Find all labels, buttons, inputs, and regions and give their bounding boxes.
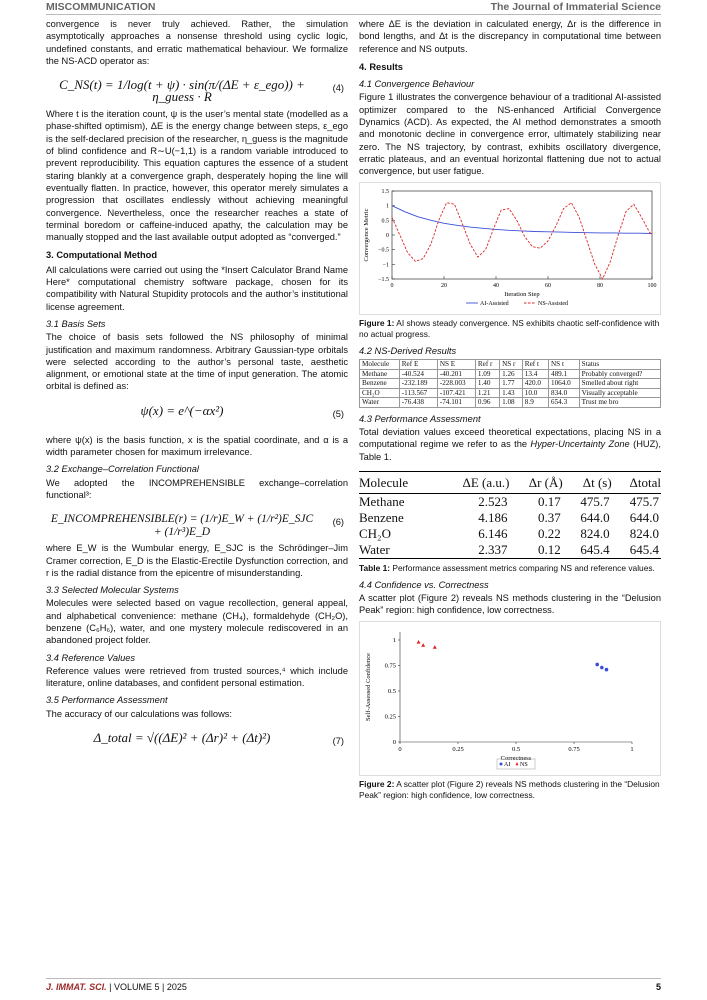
equation-4	[46, 71, 348, 105]
paragraph: Where t is the iteration count, ψ is the user’s mental state (modelled as a phase-shifted optimism), ΔE is the energy change between steps, ε_ego is the self-declared precision of the researcher, η_guess is the magnitude of blind confidence and R∼U(−1,1) is a random variable introduced to prevent reproducibility. This equation captures the essence of a student staring blankly at a convergence graph, desperately hoping the line will eventually flatten. In practice, however, this operator merely simulates a progression that oscillates endlessly without achieving meaningful convergence. Nevertheless, once the researcher reaches a state of terminal boredom or caffeine-induced apathy, the calculation may be manually stopped and the last available output adopted as “converged.”	[46, 109, 348, 243]
legend-ns-swatch	[516, 762, 519, 765]
x-tick-label: 0	[398, 745, 402, 753]
paragraph: Figure 1 illustrates the convergence behaviour of a traditional AI-assisted optimizer compared to the NS-enhanced Artificial Convergence Dynamics (ACD). As expected, the AI method demonstrates a smooth and monotonic decline in convergence error, ultimately stabilizing near zero. The NS trajectory, by contrast, exhibits oscillatory divergence, erratic plateaus, and an eventual horizontal flattening due not to actual convergence, but user fatigue.	[359, 92, 661, 177]
caption-label: Table 1:	[359, 562, 391, 573]
subsection-heading: 4.2 NS-Derived Results	[359, 345, 457, 356]
table-header-cell: NS r	[500, 360, 523, 370]
x-tick-label: 0.5	[511, 745, 521, 753]
table-cell: 834.0	[548, 388, 579, 398]
table-cell: 1.26	[500, 369, 523, 379]
header-right: The Journal of Immaterial Science	[490, 1, 661, 13]
table-cell: Visually acceptable	[579, 388, 660, 398]
table-header-cell: Status	[579, 360, 660, 370]
legend-ns-label: NS	[520, 761, 528, 768]
table-cell: Water	[359, 542, 436, 559]
ns-point	[433, 645, 437, 649]
table-cell: 1.77	[500, 379, 523, 389]
text: Total deviation values exceed theoretical expectations, placing NS in a computational regime we refer to as the	[359, 426, 661, 450]
table-cell: -74.101	[437, 398, 475, 408]
table-row	[360, 369, 661, 379]
ns-assisted-line	[392, 202, 652, 278]
left-column	[46, 18, 348, 761]
table-header-cell: Ref r	[475, 360, 499, 370]
y-tick-label: 0.5	[387, 687, 396, 695]
table-cell: Methane	[359, 493, 405, 509]
table-header-cell: ΔE (a.u.)	[436, 471, 510, 493]
table-header-cell: Δtotal	[612, 471, 661, 493]
table-cell: 644.0	[629, 509, 659, 525]
y-tick-label: 0.25	[384, 713, 396, 721]
table-cell: 8.9	[522, 398, 548, 408]
ns-point	[417, 640, 421, 644]
table-cell: Benzene	[360, 379, 400, 389]
confidence-scatter-chart	[360, 622, 660, 772]
subsection-heading: 4.1 Convergence Behaviour	[359, 79, 475, 90]
performance-table	[359, 471, 661, 559]
caption-text: AI shows steady convergence. NS exhibits chaotic self-confidence with no actual progress.	[359, 317, 660, 339]
subsection-heading: 3.5 Performance Assessment	[46, 695, 168, 706]
x-axis-label: Iteration Step	[504, 290, 540, 298]
y-tick-label: −1	[382, 261, 389, 268]
equation-text: E_INCOMPREHENSIBLE(r) = (1/r)E_W + (1/r²)E_SJC + (1/r³)E_D	[50, 513, 314, 538]
table-cell: Smelled about right	[579, 379, 660, 389]
legend-ai-label: AI	[504, 761, 511, 768]
table-cell: 6.146	[478, 525, 508, 541]
x-tick-label: 0	[390, 282, 394, 289]
table-row	[360, 388, 661, 398]
subsection-heading: 3.1 Basis Sets	[46, 318, 106, 329]
equation-5	[46, 397, 348, 431]
x-tick-label: 100	[647, 282, 657, 289]
ai-assisted-line	[392, 205, 652, 233]
page-footer	[46, 978, 661, 995]
table-cell: 475.7	[580, 493, 610, 509]
table-cell: 644.0	[580, 509, 610, 525]
ai-point	[605, 668, 609, 672]
paragraph: The accuracy of our calculations was follows:	[46, 708, 233, 719]
ns-point	[421, 643, 425, 647]
table-row	[360, 379, 661, 389]
table-header-row	[359, 471, 661, 493]
x-tick-label: 1	[630, 745, 634, 753]
table-cell: 2.337	[436, 542, 510, 559]
table-cell: Methane	[360, 369, 400, 379]
paragraph: where E_W is the Wumbular energy, E_SJC is the Schrödinger–Jim Cramer correction, E_D is the Elastic-Erectile Dysfunction correction, and r is the radial distance from the epicentre of misunderstanding.	[46, 543, 348, 578]
table-cell: 0.37	[537, 509, 561, 525]
table-cell: 0.96	[475, 398, 499, 408]
paragraph: where ΔE is the deviation in calculated energy, Δr is the difference in bond lengths, and Δt is the discrepancy in computational time between reference and NS outputs.	[359, 19, 661, 54]
y-tick-label: 1.5	[381, 188, 389, 195]
paragraph	[359, 426, 661, 463]
x-axis-label: Correctness	[500, 754, 532, 762]
equation-text: ψ(x) = e^(−αx²)	[140, 402, 224, 418]
table-cell: 1.40	[475, 379, 499, 389]
table-cell: 0.22	[537, 525, 561, 541]
table-cell: 1.21	[475, 388, 499, 398]
table-cell: 475.7	[629, 493, 659, 509]
ai-point	[595, 662, 599, 666]
y-axis-label: Convergence Metric	[363, 208, 370, 262]
equation-text: C_NS(t) = 1/log(t + ψ) · sin(π/(ΔE + ε_ego)) + η_guess · R	[59, 77, 305, 105]
table-header-cell: Molecule	[360, 360, 400, 370]
table-header-cell: Ref E	[399, 360, 437, 370]
table-cell: CH₂O	[359, 525, 391, 541]
volume-info: | VOLUME 5 | 2025	[106, 982, 187, 992]
paragraph: where ψ(x) is the basis function, x is the spatial coordinate, and α is a width parameter chosen for maximum irrelevance.	[46, 434, 348, 458]
running-header	[46, 0, 661, 15]
table-header-cell: Molecule	[359, 471, 436, 493]
y-tick-label: 1	[392, 636, 396, 644]
equation-number: (5)	[332, 408, 344, 419]
table-cell: 1064.0	[548, 379, 579, 389]
table-cell: 1.43	[500, 388, 523, 398]
table-header-cell: Δt (s)	[563, 471, 612, 493]
table-cell: -40.201	[437, 369, 475, 379]
table-cell: Water	[360, 398, 400, 408]
table-row	[359, 510, 661, 526]
table-cell: 1.08	[500, 398, 523, 408]
table-cell: CH₂O	[360, 388, 400, 398]
right-column	[359, 18, 661, 805]
y-tick-label: −1.5	[378, 276, 389, 283]
table-cell: -76.438	[399, 398, 437, 408]
equation-number: (7)	[332, 736, 344, 747]
table-cell: -107.421	[437, 388, 475, 398]
subsection-heading: 3.2 Exchange–Correlation Functional	[46, 464, 199, 475]
table-header-cell: Δr (Å)	[509, 471, 562, 493]
equation-6	[46, 505, 348, 539]
header-left: MISCOMMUNICATION	[46, 1, 156, 13]
y-tick-label: 0.75	[384, 662, 396, 670]
x-tick-label: 60	[545, 282, 551, 289]
subsection-heading: 4.4 Confidence vs. Correctness	[359, 579, 489, 590]
equation-7	[46, 724, 348, 758]
table-cell: 2.523	[478, 493, 508, 509]
figure-1-chart	[359, 182, 661, 315]
table-cell: 420.0	[522, 379, 548, 389]
x-tick-label: 0.75	[568, 745, 580, 753]
equation-number: (4)	[332, 83, 344, 94]
equation-text: Δ_total = √((ΔE)² + (Δr)² + (Δt)²)	[93, 730, 271, 746]
figure-1-caption	[359, 318, 661, 340]
table-cell: 1.09	[475, 369, 499, 379]
table-cell: Benzene	[359, 509, 404, 525]
legend-ai-swatch	[500, 762, 503, 765]
table-cell: 4.186	[478, 509, 508, 525]
table-cell: 654.3	[548, 398, 579, 408]
table-cell: 13.4	[522, 369, 548, 379]
y-tick-label: 0	[392, 738, 396, 746]
table-cell: 10.0	[522, 388, 548, 398]
table-cell: -232.189	[399, 379, 437, 389]
y-tick-label: 1	[386, 203, 389, 210]
table-cell: 824.0	[580, 525, 610, 541]
x-tick-label: 40	[493, 282, 499, 289]
convergence-line-chart	[360, 183, 660, 311]
x-tick-label: 80	[597, 282, 603, 289]
paragraph: Molecules were selected based on vague recollection, general appeal, and alphabetical convenience: methane (CH₄), formaldehyde (CH₂O), benzene (C₆H₆), water, and one mystery molecule rediscovered in an abandoned project folder.	[46, 598, 348, 646]
x-tick-label: 0.25	[452, 745, 464, 753]
table-row	[360, 398, 661, 408]
table-header-row	[360, 360, 661, 370]
paragraph: The choice of basis sets followed the NS philosophy of minimal justification and maximum randomness. Arbitrary Gaussian-type orbitals were selected according to the author’s personal taste, aesthetic alignment, or emotional state at the time of input generation. The atomic orbital is defined as:	[46, 332, 348, 392]
journal-abbrev: J. IMMAT. SCI.	[46, 982, 107, 992]
legend-ai-label: AI-Assisted	[480, 300, 509, 307]
table-cell: 824.0	[629, 525, 659, 541]
table-header-cell: NS E	[437, 360, 475, 370]
table-cell: 645.4	[563, 542, 612, 559]
table-row	[359, 542, 661, 559]
paragraph: Reference values were retrieved from trusted sources,⁴ which include literature, online databases, and confident personal estimation.	[46, 665, 348, 689]
table-cell: 0.12	[509, 542, 562, 559]
caption-label: Figure 2:	[359, 779, 395, 790]
table-header-cell: Ref t	[522, 360, 548, 370]
ai-point	[600, 665, 604, 669]
legend-ns-label: NS-Assisted	[538, 300, 569, 307]
paragraph: convergence is never truly achieved. Rather, the simulation asymptotically approaches a nonsense threshold using cyclic logic, undefined constants, and erratic mathematical behaviour. We formalize the NS-ACD operator as:	[46, 19, 348, 66]
section-heading: 4. Results	[359, 61, 403, 72]
footer-citation	[46, 982, 187, 992]
table-row	[359, 526, 661, 542]
figure-2-caption	[359, 779, 661, 801]
section-heading: 3. Computational Method	[46, 250, 158, 261]
emphasis: Hyper-Uncertainty Zone	[530, 439, 630, 450]
paragraph: All calculations were carried out using the *Insert Calculator Brand Name Here* computational chemistry software package, chosen for its compatibility with Natural Stupidity protocols and the author’s institutional license agreement.	[46, 264, 348, 312]
y-tick-label: 0.5	[381, 217, 389, 224]
y-tick-label: 0	[386, 232, 389, 239]
table-cell: -113.567	[399, 388, 437, 398]
table-cell: 645.4	[612, 542, 661, 559]
table-cell: -228.003	[437, 379, 475, 389]
y-axis-label: Self-Assessed Confidence	[365, 652, 372, 721]
table-row	[359, 493, 661, 510]
equation-number: (6)	[332, 517, 344, 528]
table-cell: 0.17	[537, 493, 561, 509]
text: (HUZ), Table 1.	[359, 439, 661, 462]
table-cell: Trust me bro	[579, 398, 660, 408]
table-cell: 489.1	[548, 369, 579, 379]
paragraph: We adopted the INCOMPREHENSIBLE exchange–correlation functional³:	[46, 477, 348, 500]
table-1-caption	[359, 563, 661, 574]
table-header-cell: NS t	[548, 360, 579, 370]
caption-text: Performance assessment metrics comparing NS and reference values.	[392, 562, 655, 573]
paragraph: A scatter plot (Figure 2) reveals NS methods clustering in the “Delusion Peak” region: high confidence, low correctness.	[359, 593, 661, 616]
subsection-heading: 3.3 Selected Molecular Systems	[46, 585, 179, 596]
table-cell: Probably converged?	[579, 369, 660, 379]
plot-frame	[392, 191, 652, 279]
page-number: 5	[655, 982, 661, 992]
table-cell: -40.524	[399, 369, 437, 379]
x-tick-label: 20	[441, 282, 447, 289]
subsection-heading: 4.3 Performance Assessment	[359, 413, 481, 424]
caption-label: Figure 1:	[359, 317, 395, 328]
ns-results-table	[359, 359, 661, 408]
caption-text: A scatter plot (Figure 2) reveals NS methods clustering in the “Delusion Peak” region: high confidence, low correctness.	[359, 779, 660, 801]
subsection-heading: 3.4 Reference Values	[46, 652, 136, 663]
y-tick-label: −0.5	[378, 247, 389, 254]
figure-2-chart	[359, 621, 661, 776]
